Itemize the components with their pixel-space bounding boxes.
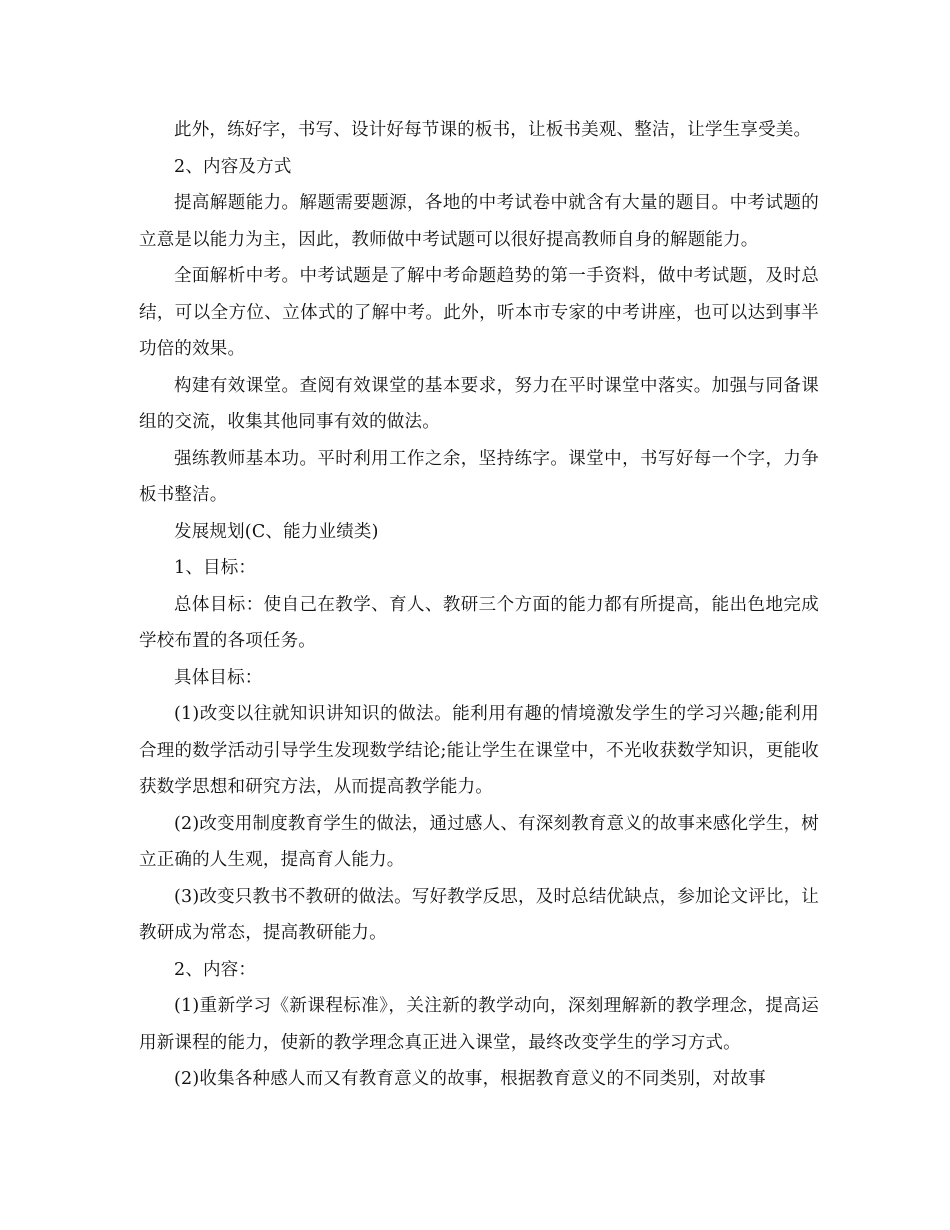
- document-body: [139, 112, 819, 1098]
- list-item-content-2: (2)收集各种感人而又有教育意义的故事，根据教育意义的不同类别，对故事: [174, 1069, 766, 1089]
- paragraph-exam-analysis: 全面解析中考。中考试题是了解中考命题趋势的第一手资料，做中考试题，及时总结，可以全方位、立体式的了解中考。此外，听本市专家的中考讲座，也可以达到事半功倍的效果。: [139, 266, 819, 359]
- list-item-goal-3: (3)改变只教书不教研的做法。写好教学反思，及时总结优缺点，参加论文评比，让教研成为常态，提高教研能力。: [139, 886, 819, 943]
- heading-content-and-methods: 2、内容及方式: [174, 156, 292, 177]
- list-item-content-1: (1)重新学习《新课程标准》，关注新的教学动向，深刻理解新的教学理念，提高运用新课程的能力，使新的教学理念真正进入课堂，最终改变学生的学习方式。: [139, 996, 819, 1053]
- paragraph-basic-skills: 强练教师基本功。平时利用工作之余，坚持练字。课堂中，书写好每一个字，力争板书整洁。: [139, 448, 819, 505]
- paragraph-problem-solving: 提高解题能力。解题需要题源，各地的中考试卷中就含有大量的题目。中考试题的立意是以能力为主，因此，教师做中考试题可以很好提高教师自身的解题能力。: [139, 193, 819, 250]
- list-item-goal-1: (1)改变以往就知识讲知识的做法。能利用有趣的情境激发学生的学习兴趣;能利用合理的数学活动引导学生发现数学结论;能让学生在课堂中，不光收获数学知识，更能收获数学思想和研究方法，从而提高教学能力。: [139, 704, 819, 797]
- heading-specific-goals: 具体目标：: [174, 667, 263, 688]
- paragraph-overall-goal: 总体目标：使自己在教学、育人、教研三个方面的能力都有所提高，能出色地完成学校布置的各项任务。: [139, 594, 819, 651]
- heading-goals: 1、目标：: [174, 558, 257, 578]
- paragraph-board-writing: 此外，练好字，书写、设计好每节课的板书，让板书美观、整洁，让学生享受美。: [174, 120, 812, 140]
- list-item-goal-2: (2)改变用制度教育学生的做法，通过感人、有深刻教育意义的故事来感化学生，树立正确的人生观，提高育人能力。: [139, 813, 819, 870]
- heading-content: 2、内容：: [174, 959, 257, 980]
- heading-development-plan: 发展规划(C、能力业绩类): [174, 521, 379, 542]
- paragraph-effective-classroom: 构建有效课堂。查阅有效课堂的基本要求，努力在平时课堂中落实。加强与同备课组的交流，收集其他同事有效的做法。: [139, 375, 819, 432]
